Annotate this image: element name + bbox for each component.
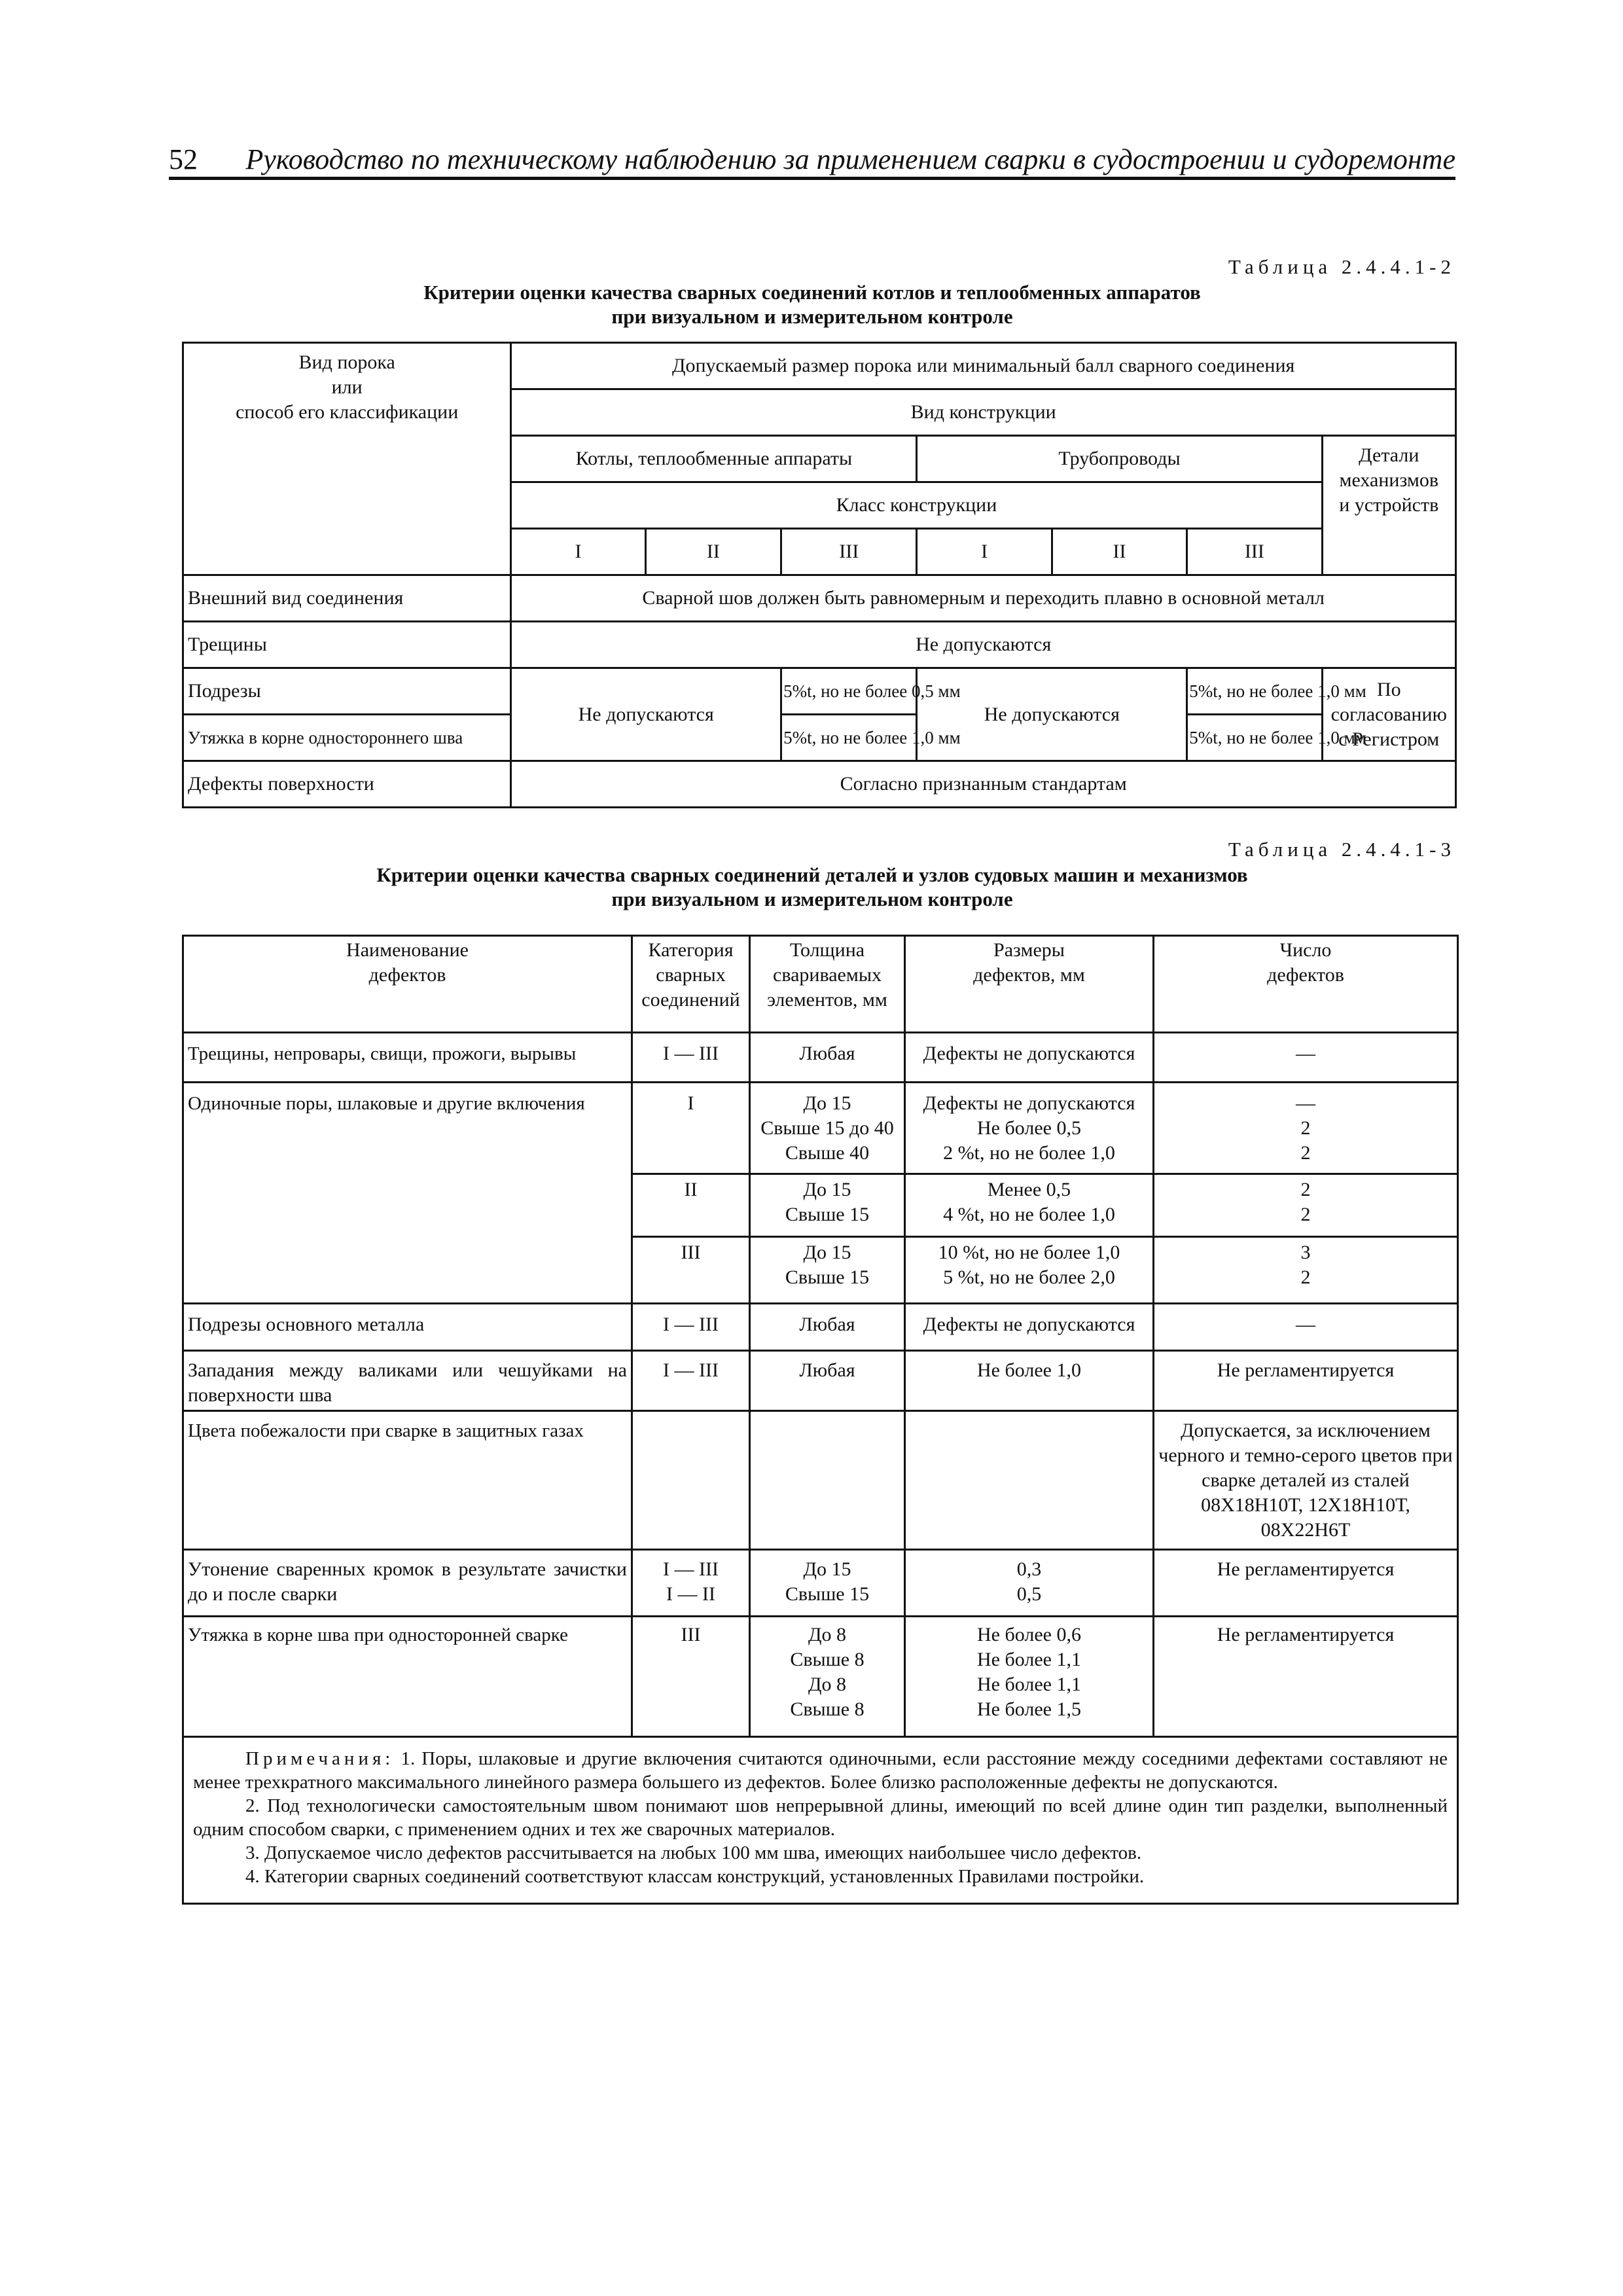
t2-header-name-line1: Наименование — [346, 939, 469, 961]
t1-header-parts-line1: Детали — [1359, 444, 1419, 466]
t2-r2c-size-line: 10 %t, но не более 1,0 — [938, 1242, 1120, 1263]
t1-header-parts-line3: и устройств — [1339, 494, 1439, 516]
table-row — [183, 668, 1456, 715]
t1-header-defect-line1: Вид порока — [298, 351, 395, 373]
t1-boilers-not-allowed: Не допускаются — [511, 668, 781, 761]
t2-r3-size: Дефекты не допускаются — [905, 1304, 1154, 1351]
t1-header-boilers: Котлы, теплообменные аппараты — [511, 436, 917, 482]
t1-header-defect-line3: способ его классификации — [236, 401, 459, 423]
t2-r5-category-empty — [632, 1411, 750, 1550]
t2-note-3: 3. Допускаемое число дефектов рассчитывается на любых 100 мм шва, имеющих наибольшее число дефектов. — [245, 1842, 1142, 1863]
t2-r2c-thickness-line: Свыше 15 — [785, 1266, 870, 1288]
table-row — [183, 1550, 1458, 1617]
t2-header-thickness — [750, 936, 905, 1033]
t2-r5-thickness-empty — [750, 1411, 905, 1550]
table-row — [183, 1411, 1458, 1550]
table2-id: Таблица 2.4.4.1-3 — [1228, 838, 1455, 861]
t2-r4-thickness: Любая — [750, 1351, 905, 1411]
t2-r1-thickness: Любая — [750, 1033, 905, 1083]
t2-r2a-count-line: 2 — [1300, 1142, 1311, 1164]
t2-header-thickness-line2: свариваемых — [773, 964, 882, 986]
table-row — [183, 1304, 1458, 1351]
t2-r2a-thickness-line: До 15 — [803, 1092, 851, 1114]
t2-r6-thickness — [750, 1550, 905, 1617]
table2-title-line2: при визуальном и измерительном контроле — [611, 888, 1013, 910]
table-row — [183, 575, 1456, 622]
t1-header-parts-line2: механизмов — [1339, 469, 1439, 491]
t2-r2b-count — [1154, 1174, 1458, 1237]
table-row — [183, 622, 1456, 668]
t2-r4-count: Не регламентируется — [1154, 1351, 1458, 1411]
t1-row-label: Дефекты поверхности — [183, 761, 511, 808]
table-row — [183, 1737, 1458, 1904]
t2-r4-name: Западания между валиками или чешуйками на поверхности шва — [183, 1351, 632, 1411]
t2-r7-size-line: Не более 1,5 — [977, 1698, 1081, 1720]
t2-r7-size — [905, 1617, 1154, 1737]
t1-by-agreement-line1: По — [1376, 678, 1401, 700]
table1-title-line1: Критерии оценки качества сварных соединений котлов и теплообменных аппаратов — [423, 281, 1201, 304]
t2-r2b-size-line: Менее 0,5 — [987, 1179, 1071, 1200]
table1-title-line2: при визуальном и измерительном контроле — [611, 305, 1013, 328]
t2-header-size-line2: дефектов, мм — [973, 964, 1085, 986]
t2-header-category-line1: Категория — [648, 939, 734, 961]
page-number: 52 — [169, 143, 198, 175]
t2-r2b-size — [905, 1174, 1154, 1237]
t1-header-allowed: Допускаемый размер порока или минимальный балл сварного соединения — [511, 343, 1456, 389]
t1-row-label: Трещины — [183, 622, 511, 668]
t2-r2a-count-line: — — [1296, 1092, 1315, 1114]
t1-pipes-not-allowed: Не допускаются — [917, 668, 1187, 761]
t2-r1-category: I — III — [632, 1033, 750, 1083]
t2-r2b-thickness-line: До 15 — [803, 1179, 851, 1200]
t2-r2b-count-line: 2 — [1300, 1179, 1311, 1200]
t2-r2c-count-line: 3 — [1300, 1242, 1311, 1263]
t2-header-category-line3: соединений — [641, 989, 740, 1011]
running-title: Руководство по техническому наблюдению за применением сварки в судостроении и судоремонте — [245, 143, 1455, 175]
t1-header-pipelines: Трубопроводы — [917, 436, 1322, 482]
t2-r5-count: Допускается, за исключением черного и темно-серого цветов при сварке деталей из сталей 08Х18Н10Т, 12Х18Н10Т, 08Х22Н6Т — [1154, 1411, 1458, 1550]
t1-class-cell: III — [1187, 529, 1322, 575]
t2-r6-size-line: 0,5 — [1016, 1583, 1042, 1605]
t2-r4-category: I — III — [632, 1351, 750, 1411]
t2-r3-count: — — [1154, 1304, 1458, 1351]
table-row — [183, 1033, 1458, 1083]
t2-r6-count: Не регламентируется — [1154, 1550, 1458, 1617]
t1-class-cell: I — [511, 529, 645, 575]
t2-r6-category — [632, 1550, 750, 1617]
t2-r2b-thickness-line: Свыше 15 — [785, 1204, 870, 1225]
t1-row-value: Не допускаются — [511, 622, 1456, 668]
t2-header-category-line2: сварных — [656, 964, 726, 986]
t2-header-size — [905, 936, 1154, 1033]
t2-notes — [183, 1737, 1458, 1904]
table-row — [183, 715, 1456, 761]
t2-r2a-size-line: 2 %t, но не более 1,0 — [943, 1142, 1115, 1164]
t2-r2b-size-line: 4 %t, но не более 1,0 — [943, 1204, 1115, 1225]
t2-r2c-thickness — [750, 1237, 905, 1304]
t2-r6-size-line: 0,3 — [1016, 1558, 1042, 1580]
t2-notes-label: Примечания: — [245, 1748, 395, 1769]
header-rule — [169, 177, 1455, 180]
t1-row-label: Подрезы — [183, 668, 511, 715]
t2-r6-category-line: I — III — [663, 1558, 719, 1580]
t1-header-construction-type: Вид конструкции — [511, 389, 1456, 436]
t2-r2a-thickness-line: Свыше 15 до 40 — [760, 1117, 894, 1139]
t2-r1-size: Дефекты не допускаются — [905, 1033, 1154, 1083]
t2-header-thickness-line1: Толщина — [789, 939, 865, 961]
t2-header-count-line1: Число — [1279, 939, 1332, 961]
t1-by-agreement-line3: с Регистром — [1338, 728, 1440, 750]
t2-r1-count: — — [1154, 1033, 1458, 1083]
t2-r7-name: Утяжка в корне шва при односторонней сварке — [183, 1617, 632, 1737]
t2-r2a-thickness-line: Свыше 40 — [785, 1142, 870, 1164]
t1-class-cell: II — [1052, 529, 1186, 575]
t2-header-category — [632, 936, 750, 1033]
t2-r2a-size-line: Не более 0,5 — [977, 1117, 1081, 1139]
table-row — [183, 761, 1456, 808]
table2 — [182, 935, 1459, 1905]
t1-header-class: Класс конструкции — [511, 482, 1322, 529]
t2-r2a-count-line: 2 — [1300, 1117, 1311, 1139]
t1-boilers-iii-root: 5%t, но не более 1,0 мм — [781, 715, 917, 761]
t2-r7-thickness — [750, 1617, 905, 1737]
t2-r7-size-line: Не более 1,1 — [977, 1674, 1081, 1695]
t2-header-count — [1154, 936, 1458, 1033]
t1-row-value: Согласно признанным стандартам — [511, 761, 1456, 808]
t1-header-parts — [1322, 436, 1455, 575]
t2-header-size-line1: Размеры — [993, 939, 1065, 961]
t2-r1-name: Трещины, непровары, свищи, прожоги, вырывы — [183, 1033, 632, 1083]
table-row — [183, 1083, 1458, 1174]
t2-r7-count: Не регламентируется — [1154, 1617, 1458, 1737]
t2-r6-size — [905, 1550, 1154, 1617]
t2-r5-size-empty — [905, 1411, 1154, 1550]
t2-r7-thickness-line: До 8 — [808, 1624, 846, 1645]
table1 — [182, 342, 1457, 808]
table-row — [183, 1617, 1458, 1737]
table2-title — [169, 863, 1455, 911]
t1-row-label: Внешний вид соединения — [183, 575, 511, 622]
t2-r7-category: III — [632, 1617, 750, 1737]
t2-r2a-count — [1154, 1083, 1458, 1174]
t2-r3-name: Подрезы основного металла — [183, 1304, 632, 1351]
t2-r7-size-line: Не более 1,1 — [977, 1649, 1081, 1670]
t1-header-defect — [183, 343, 511, 575]
t2-r2c-count — [1154, 1237, 1458, 1304]
t2-header-name — [183, 936, 632, 1033]
t1-boilers-iii-undercut: 5%t, но не более 0,5 мм — [781, 668, 917, 715]
t1-row-label: Утяжка в корне одностороннего шва — [183, 715, 511, 761]
t2-r2c-size-line: 5 %t, но не более 2,0 — [943, 1266, 1115, 1288]
t2-r5-name: Цвета побежалости при сварке в защитных газах — [183, 1411, 632, 1550]
t2-r3-category: I — III — [632, 1304, 750, 1351]
t2-note-2: 2. Под технологически самостоятельным швом понимают шов непрерывной длины, имеющий по всей длине один тип разделки, выполненный одним способом сварки, с применением одних и тех же сварочных материалов. — [193, 1795, 1448, 1840]
t2-r7-size-line: Не более 0,6 — [977, 1624, 1081, 1645]
t2-r6-category-line: I — II — [666, 1583, 715, 1605]
t2-r3-thickness: Любая — [750, 1304, 905, 1351]
t2-r2c-category: III — [632, 1237, 750, 1304]
t2-r2c-size — [905, 1237, 1154, 1304]
t2-r2b-count-line: 2 — [1300, 1204, 1311, 1225]
t2-r2c-count-line: 2 — [1300, 1266, 1311, 1288]
t1-by-agreement-line2: согласованию — [1330, 703, 1447, 725]
table1-id: Таблица 2.4.4.1-2 — [1228, 255, 1455, 278]
t2-header-count-line2: дефектов — [1267, 964, 1344, 986]
table-row — [183, 1351, 1458, 1411]
t2-r2a-category: I — [632, 1083, 750, 1174]
t2-r2a-thickness — [750, 1083, 905, 1174]
t2-r2b-thickness — [750, 1174, 905, 1237]
t2-r6-name: Утонение сваренных кромок в результате зачистки до и после сварки — [183, 1550, 632, 1617]
t2-r2-name: Одиночные поры, шлаковые и другие включения — [183, 1083, 632, 1304]
t2-r2a-size — [905, 1083, 1154, 1174]
t2-r2c-thickness-line: До 15 — [803, 1242, 851, 1263]
t2-r6-thickness-line: Свыше 15 — [785, 1583, 870, 1605]
t1-header-defect-line2: или — [331, 376, 363, 398]
t2-r2b-category: II — [632, 1174, 750, 1237]
t1-row-value: Сварной шов должен быть равномерным и переходить плавно в основной металл — [511, 575, 1456, 622]
table1-title — [169, 280, 1455, 329]
t2-r6-thickness-line: До 15 — [803, 1558, 851, 1580]
t2-header-name-line2: дефектов — [368, 964, 446, 986]
t2-note-1 — [193, 1747, 1448, 1794]
t2-note-4: 4. Категории сварных соединений соответствуют классам конструкций, установленных Правилами постройки. — [245, 1866, 1145, 1887]
t2-r7-thickness-line: Свыше 8 — [790, 1698, 865, 1720]
t2-r7-thickness-line: До 8 — [808, 1674, 846, 1695]
table2-title-line1: Критерии оценки качества сварных соединений деталей и узлов судовых машин и механизмов — [376, 863, 1248, 886]
t2-r2a-size-line: Дефекты не допускаются — [923, 1092, 1135, 1114]
t1-class-cell: II — [645, 529, 781, 575]
t1-class-cell: I — [917, 529, 1052, 575]
t1-pipes-iii-undercut: 5%t, но не более 1,0 мм — [1187, 668, 1322, 715]
t2-r4-size: Не более 1,0 — [905, 1351, 1154, 1411]
t2-r7-thickness-line: Свыше 8 — [790, 1649, 865, 1670]
t1-pipes-iii-root: 5%t, но не более 1,0 мм — [1187, 715, 1322, 761]
t2-header-thickness-line3: элементов, мм — [767, 989, 887, 1011]
t1-class-cell: III — [781, 529, 917, 575]
t2-note-1-text: 1. Поры, шлаковые и другие включения считаются одиночными, если расстояние между соседними дефектами составляют не менее трехкратного максимального линейного размера большего из дефектов. Более близко расположенные дефекты не допускаются. — [193, 1748, 1448, 1793]
